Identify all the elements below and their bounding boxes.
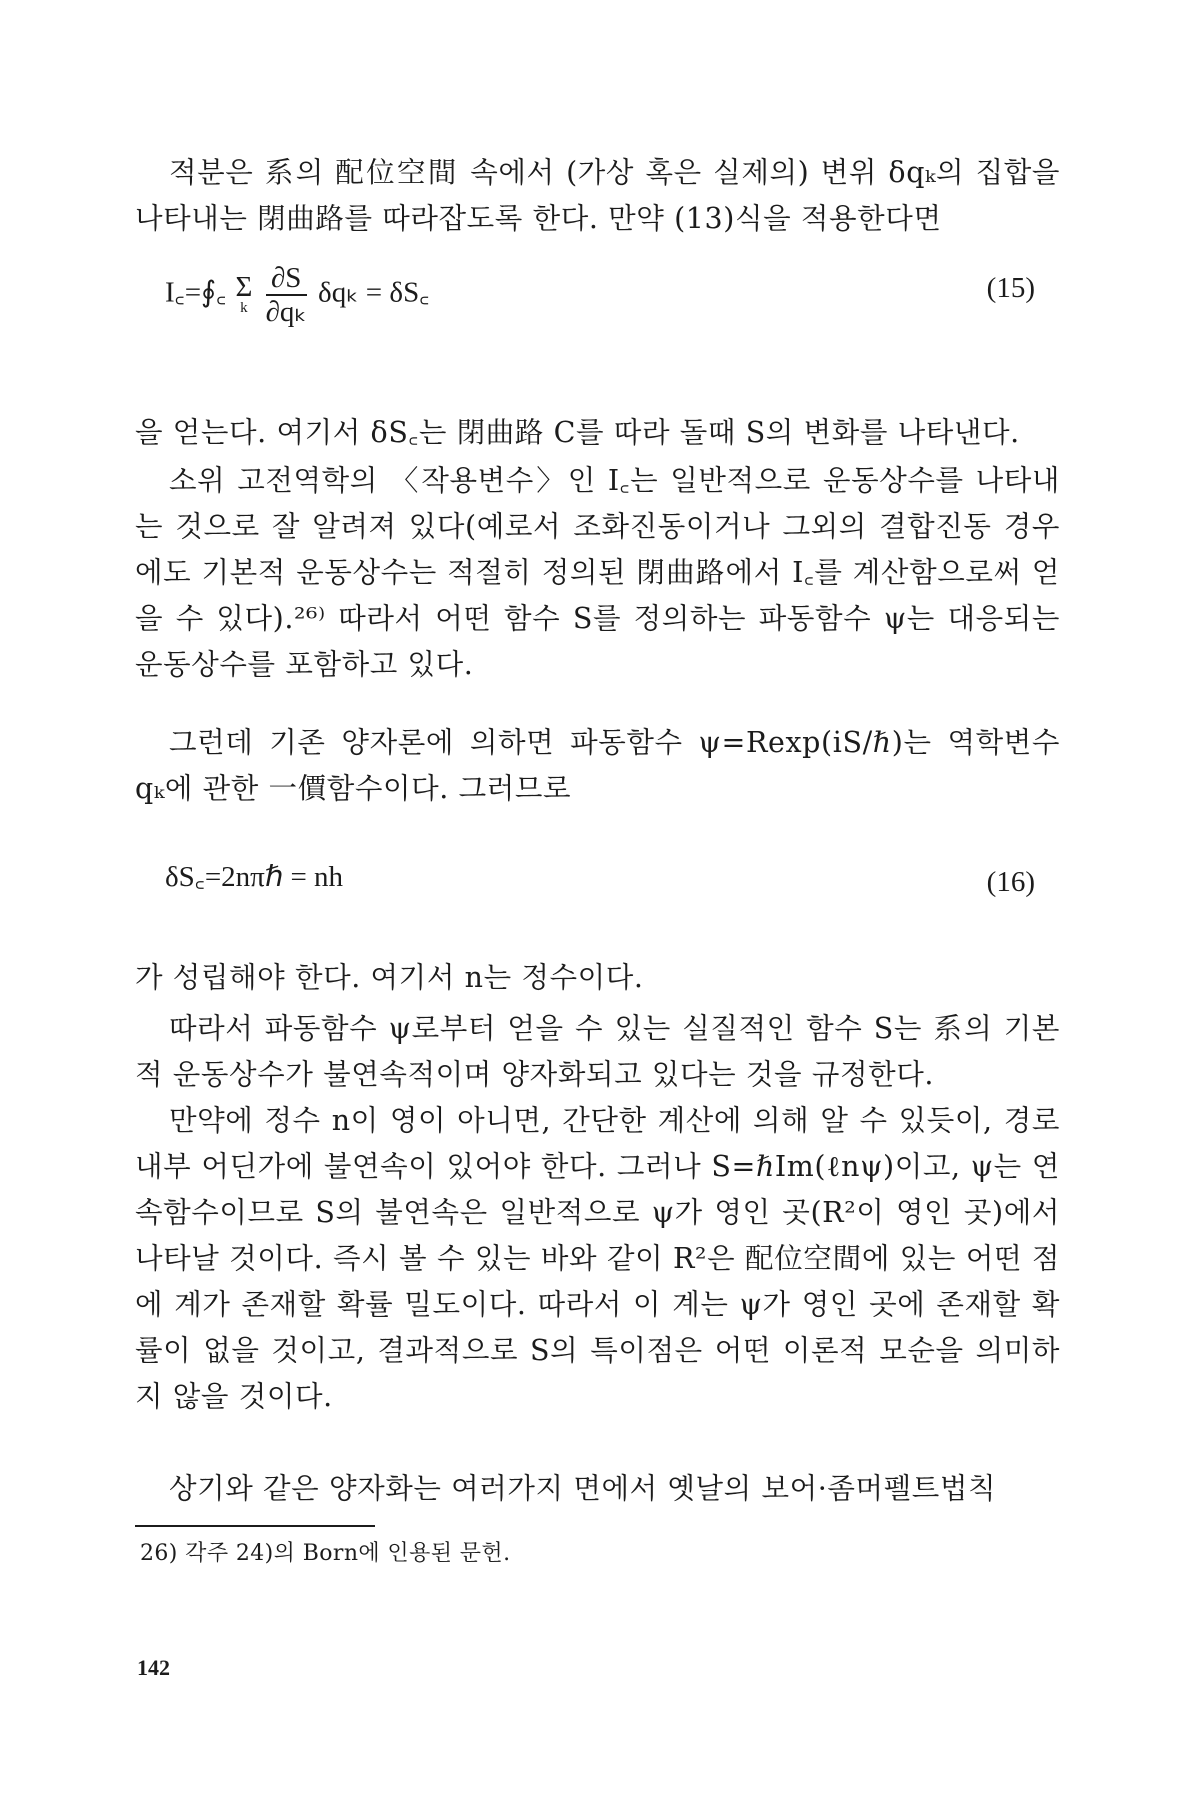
footnote-26: 26) 각주 24)의 Born에 인용된 문헌. bbox=[140, 1541, 511, 1566]
equation-15-sum bbox=[235, 271, 253, 316]
paragraph-bohr-sommerfeld: 상기와 같은 양자화는 여러가지 면에서 옛날의 보어·좀머펠트법칙 bbox=[169, 1472, 997, 1505]
paragraph-result-15: 을 얻는다. 여기서 δS꜀는 閉曲路 C를 따라 돌때 S의 변화를 나타낸다. bbox=[135, 416, 1020, 449]
paragraph-discontinuity: 만약에 정수 n이 영이 아니면, 간단한 계산에 의해 알 수 있듯이, 경로 내부 어딘가에 불연속이 있어야 한다. 그러나 S=ℏIm(ℓnψ)이고, ψ는 연속함수이므로 S의 불연속은 일반적으로 ψ가 영인 곳(R²이 영인 곳)에서 나타날 것이다. 즉시 볼 수 있는 바와 같이 R²은 配位空間에 있는 어떤 점에 계가 존재할 확률 밀도이다. 따라서 이 계는 ψ가 영인 곳에 존재할 확률이 없을 것이고, 결과적으로 S의 특이점은 어떤 이론적 모순을 의미하지 않을 것이다. bbox=[135, 1104, 1060, 1413]
equation-15-lhs: I꜀=∮꜀ bbox=[165, 276, 227, 309]
paragraph-quantization: 따라서 파동함수 ψ로부터 얻을 수 있는 실질적인 함수 S는 系의 기본적 운동상수가 불연속적이며 양자화되고 있다는 것을 규정한다. bbox=[135, 1012, 1060, 1091]
paragraph-action-variable: 소위 고전역학의 〈작용변수〉인 I꜀는 일반적으로 운동상수를 나타내는 것으로 잘 알려져 있다(예로서 조화진동이거나 그외의 결합진동 경우에도 기본적 운동상수는 적절히 정의된 閉曲路에서 I꜀를 계산함으로써 얻을 수 있다).²⁶⁾ 따라서 어떤 함수 S를 정의하는 파동함수 ψ는 대응되는 운동상수를 포함하고 있다. bbox=[135, 464, 1060, 681]
paragraph-integer-n: 가 성립해야 한다. 여기서 n는 정수이다. bbox=[135, 961, 644, 994]
sum-symbol: Σ bbox=[235, 271, 253, 303]
page-number: 142 bbox=[137, 1655, 170, 1680]
fraction-denominator: ∂qₖ bbox=[265, 296, 307, 328]
equation-15-number: (15) bbox=[986, 272, 1035, 304]
equation-15-rhs: δqₖ = δS꜀ bbox=[318, 276, 430, 309]
footnote-divider bbox=[135, 1525, 375, 1527]
fraction-numerator: ∂S bbox=[266, 262, 307, 296]
sum-index: k bbox=[240, 300, 248, 316]
equation-15 bbox=[165, 262, 1045, 332]
equation-15-fraction bbox=[266, 262, 307, 328]
equation-16 bbox=[165, 856, 1045, 926]
equation-16-number: (16) bbox=[986, 866, 1035, 898]
equation-16-expr: δS꜀=2nπℏ = nh bbox=[165, 861, 344, 893]
paragraph-wavefunction: 그런데 기존 양자론에 의하면 파동함수 ψ=Rexp(iS/ℏ)는 역학변수 qₖ에 관한 一價함수이다. 그러므로 bbox=[135, 726, 1060, 805]
paragraph-intro: 적분은 系의 配位空間 속에서 (가상 혹은 실제의) 변위 δqₖ의 집합을 나타내는 閉曲路를 따라잡도록 한다. 만약 (13)식을 적용한다면 bbox=[135, 156, 1060, 235]
